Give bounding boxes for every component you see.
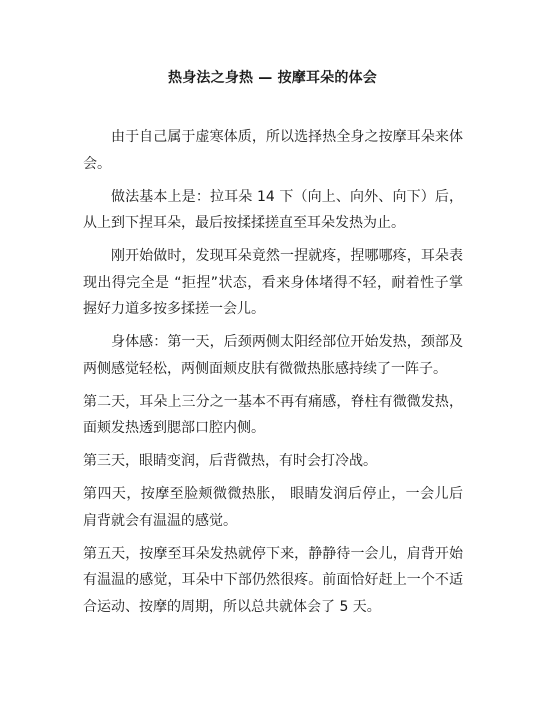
paragraph: 第五天，按摩至耳朵发热就停下来，静静待一会儿，肩背开始有温温的感觉，耳朵中下部仍然很疼。前面恰好赶上一个不适合运动、按摩的周期，所以总共就体会了 5 天。 [83,545,463,615]
paragraph: 第二天，耳朵上三分之一基本不再有痛感，脊柱有微微发热，面颊发热透到腮部口腔内侧。 [83,393,463,436]
paragraph: 身体感：第一天，后颈两侧太阳经部位开始发热，颈部及两侧感觉轻松，两侧面颊皮肤有微微热胀感持续了一阵子。 [83,334,463,377]
document-title: 热身法之身热 — 按摩耳朵的体会 [168,70,377,86]
paragraph: 做法基本上是：拉耳朵 14 下（向上、向外、向下）后，从上到下捏耳朵，最后按揉揉搓直至耳朵发热为止。 [83,188,463,231]
paragraph: 由于自己属于虚寒体质，所以选择热全身之按摩耳朵来体会。 [83,129,463,172]
document-body [83,124,463,627]
paragraph: 第三天，眼睛变润，后背微热，有时会打冷战。 [83,453,377,469]
paragraph: 第四天，按摩至脸颊微微热胀， 眼睛发润后停止，一会儿后肩背就会有温温的感觉。 [83,486,463,529]
paragraph: 刚开始做时，发现耳朵竟然一捏就疼，捏哪哪疼，耳朵表现出得完全是 “拒捏”状态，看来身体堵得不轻，耐着性子掌握好力道多按多揉搓一会儿。 [83,248,463,317]
